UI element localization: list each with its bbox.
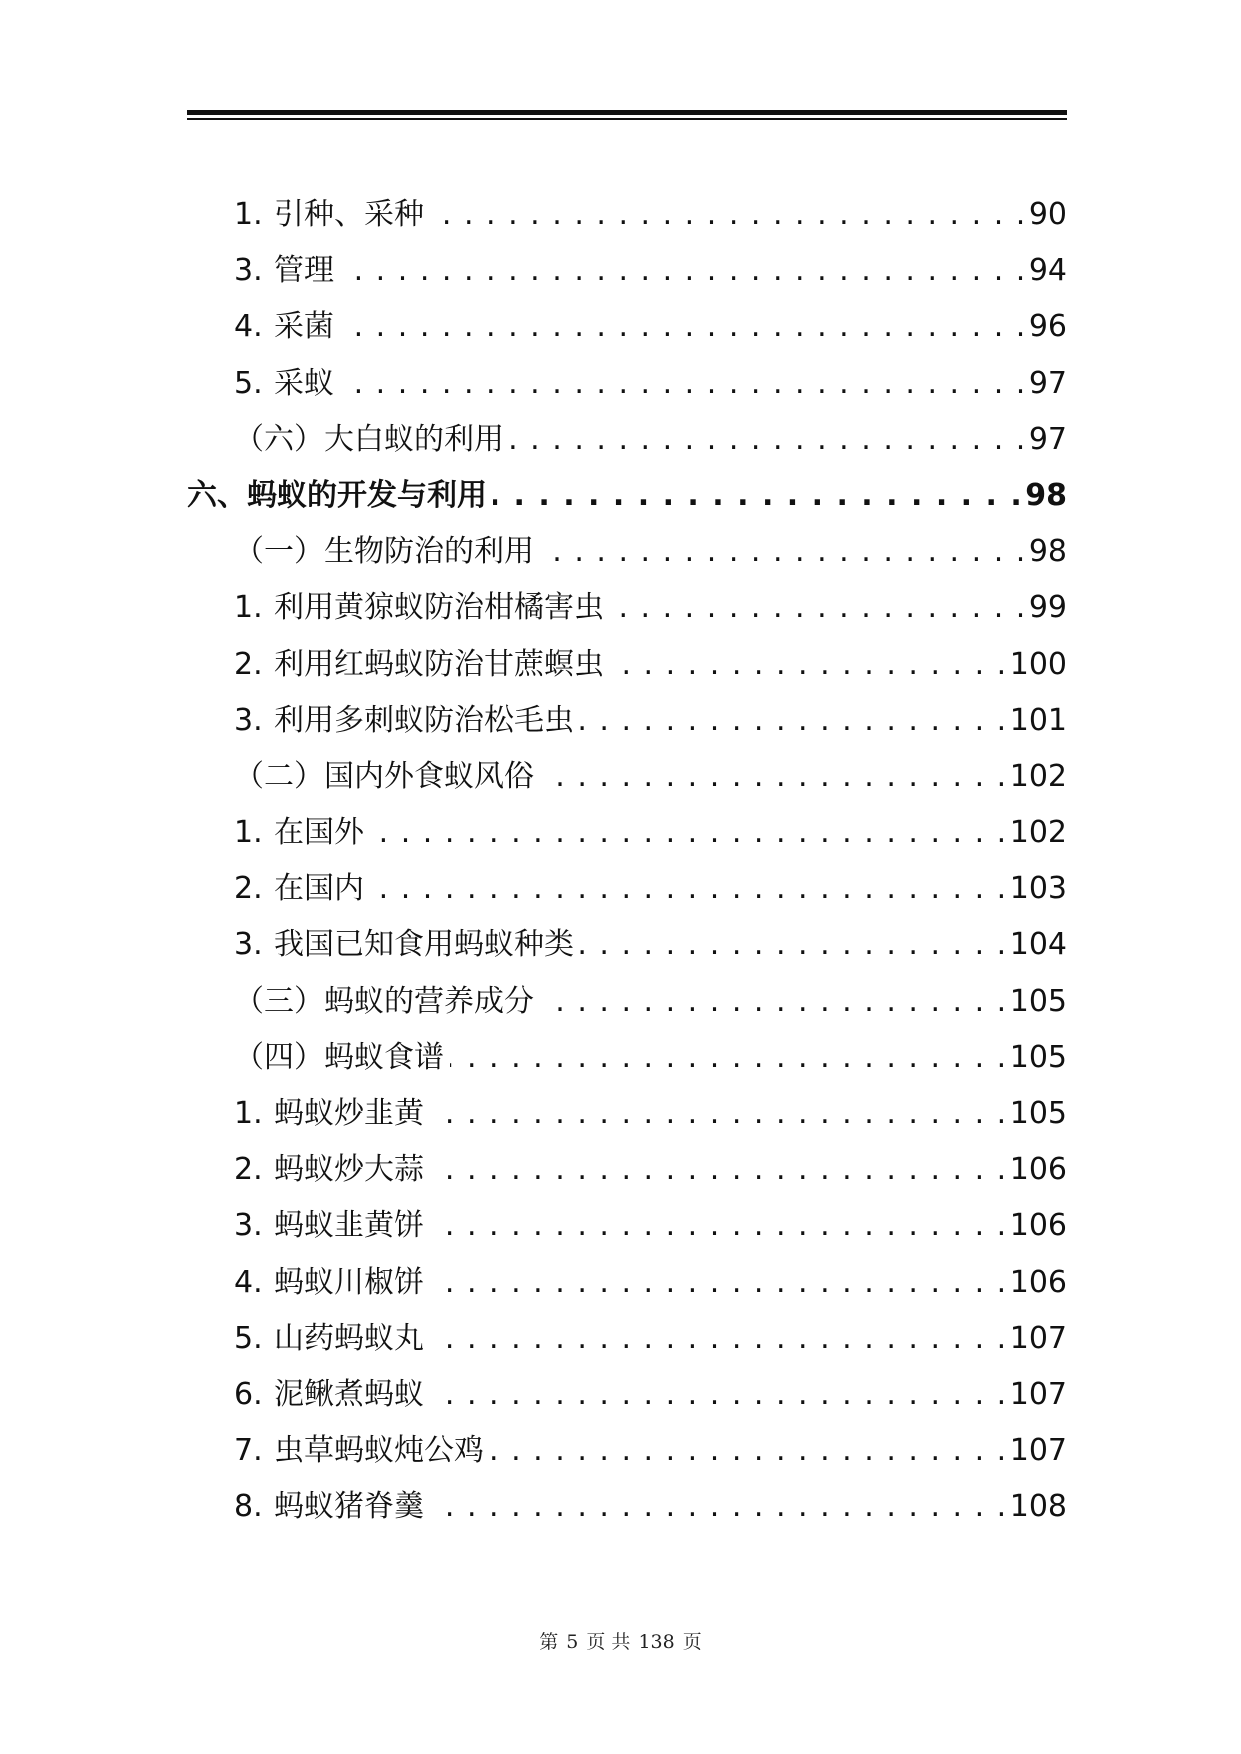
header-rule [187,110,1067,120]
toc-entry-title [187,759,540,795]
toc-entry-text: 大白蚁的利用 [324,421,504,457]
toc-entry-number: 4. [234,1264,263,1300]
toc-entry-text: 山药蚂蚁丸 [274,1320,424,1356]
toc-entry[interactable] [187,1433,1067,1489]
toc-entry-number: （六） [234,421,324,457]
toc-dot-leader [430,1321,1008,1357]
toc-entry-text: 蚂蚁炒韭黄 [274,1096,424,1131]
toc-entry-page: 98 [1025,477,1067,513]
toc-entry-page: 103 [1009,871,1067,907]
toc-entry-text: 蚂蚁韭黄饼 [274,1208,424,1244]
toc-entry-page: 101 [1009,702,1067,738]
toc-entry-title [187,422,510,458]
toc-dot-leader [540,534,1027,570]
toc-entry-text: 生物防治的利用 [324,534,534,570]
toc-entry-title [187,647,610,683]
footer-prefix: 第 [539,1631,559,1653]
toc-entry-title [187,366,340,402]
toc-entry-number: 2. [234,646,263,682]
toc-entry-text: 在国外 [274,815,364,851]
toc-entry-page: 104 [1009,927,1067,963]
toc-entry-number: 2. [234,1152,263,1188]
toc-entry-page: 107 [1009,1433,1067,1469]
toc-entry[interactable] [187,422,1067,478]
toc-entry-text: 蚂蚁炒大蒜 [274,1152,424,1188]
toc-entry-title [187,1152,430,1188]
toc-entry-text: 采蚁 [274,365,334,401]
toc-entry-number: 6. [234,1376,263,1412]
toc-entry[interactable] [187,647,1067,703]
toc-entry-number: （四） [234,1039,324,1075]
toc-entry-text: 蚂蚁食谱 [324,1039,444,1075]
toc-dot-leader [493,478,1023,514]
toc-entry[interactable] [187,1321,1067,1377]
toc-entry-page: 97 [1028,365,1067,401]
toc-entry-number: （一） [234,534,324,570]
toc-entry[interactable] [187,253,1067,309]
toc-entry-title [187,703,580,739]
toc-entry-title [187,1096,430,1132]
toc-dot-leader [540,759,1008,795]
toc-entry[interactable] [187,478,1067,534]
toc-entry-number: 3. [234,927,263,963]
toc-entry-number: 2. [234,871,263,907]
toc-entry-page: 96 [1028,309,1067,345]
toc-entry-page: 107 [1009,1376,1067,1412]
toc-entry-page: 98 [1028,534,1067,570]
toc-entry[interactable] [187,309,1067,365]
toc-entry-text: 我国已知食用蚂蚁种类 [274,927,574,963]
toc-dot-leader [430,1152,1008,1188]
toc-entry-title [187,253,340,289]
toc-entry-number: 1. [234,1096,263,1131]
toc-entry-title [187,1321,430,1357]
toc-entry-title [187,1265,430,1301]
toc-entry-title [187,927,580,963]
toc-entry-text: 管理 [274,253,334,289]
toc-dot-leader [430,1265,1008,1301]
toc-entry[interactable] [187,1040,1067,1096]
toc-entry-number: 1. [234,815,263,851]
toc-entry-number: 3. [234,1208,263,1244]
toc-dot-leader [340,253,1027,289]
toc-dot-leader [430,1377,1008,1413]
toc-entry-number: （三） [234,983,324,1019]
toc-entry-page: 99 [1028,590,1067,626]
toc-entry-page: 105 [1009,983,1067,1019]
toc-entry-title [187,534,540,570]
footer-middle: 页 共 [586,1631,631,1653]
toc-entry-title [187,197,430,233]
toc-dot-leader [340,366,1027,402]
toc-entry-text: 蚂蚁猪脊羹 [274,1489,424,1525]
toc-entry[interactable] [187,815,1067,871]
toc-entry-text: 利用黄猄蚁防治柑橘害虫 [274,590,604,626]
toc-entry[interactable] [187,927,1067,983]
table-of-contents [187,197,1067,1546]
toc-entry[interactable] [187,1208,1067,1264]
toc-dot-leader [540,984,1008,1020]
toc-dot-leader [450,1040,1008,1076]
toc-dot-leader [580,927,1008,963]
toc-entry[interactable] [187,1152,1067,1208]
toc-entry-title [187,478,493,514]
toc-entry-text: 引种、采种 [274,197,424,232]
toc-dot-leader [490,1433,1008,1469]
toc-entry-page: 102 [1009,815,1067,851]
toc-entry-text: 采菌 [274,309,334,345]
header-rule-thin [187,118,1067,120]
toc-entry-text: 蚂蚁的营养成分 [324,983,534,1019]
toc-entry-page: 106 [1009,1152,1067,1188]
toc-entry[interactable] [187,1096,1067,1152]
toc-dot-leader [370,815,1008,851]
toc-dot-leader [370,871,1008,907]
toc-entry-number: 8. [234,1489,263,1525]
toc-dot-leader [340,309,1027,345]
toc-dot-leader [610,590,1027,626]
page-footer [0,1627,1241,1654]
toc-dot-leader [610,647,1008,683]
toc-entry-number: 3. [234,253,263,289]
toc-entry-number: 7. [234,1433,263,1469]
toc-entry-title [187,1208,430,1244]
toc-entry-page: 107 [1009,1320,1067,1356]
toc-entry[interactable] [187,534,1067,590]
toc-entry-page: 102 [1009,758,1067,794]
toc-entry-number: 3. [234,702,263,738]
toc-entry-text: 蚂蚁川椒饼 [274,1264,424,1300]
toc-entry[interactable] [187,197,1067,253]
toc-entry-number: 1. [234,590,263,626]
toc-entry-title [187,984,540,1020]
toc-entry-title [187,590,610,626]
toc-entry-page: 105 [1009,1096,1067,1131]
toc-entry-page: 100 [1009,646,1067,682]
toc-dot-leader [580,703,1008,739]
toc-entry-text: 利用红蚂蚁防治甘蔗螟虫 [274,646,604,682]
toc-entry-number: 1. [234,197,263,232]
toc-entry-title [187,1040,450,1076]
toc-entry[interactable] [187,1489,1067,1545]
toc-entry[interactable] [187,759,1067,815]
toc-entry-page: 106 [1009,1264,1067,1300]
toc-entry-page: 94 [1028,253,1067,289]
toc-dot-leader [430,1489,1008,1525]
toc-entry-title [187,309,340,345]
toc-entry-number: 5. [234,365,263,401]
toc-entry-title [187,1377,430,1413]
toc-entry-page: 105 [1009,1039,1067,1075]
toc-entry[interactable] [187,984,1067,1040]
footer-current-page: 5 [566,1631,579,1653]
toc-entry-text: 泥鳅煮蚂蚁 [274,1376,424,1412]
toc-entry-text: 虫草蚂蚁炖公鸡 [274,1433,484,1469]
toc-entry-title [187,815,370,851]
toc-entry[interactable] [187,1377,1067,1433]
toc-entry-number: 5. [234,1320,263,1356]
toc-entry-title [187,1433,490,1469]
toc-entry-text: 蚂蚁的开发与利用 [247,477,487,513]
toc-dot-leader [430,197,1027,233]
footer-total-pages: 138 [638,1631,675,1653]
toc-entry-number: 4. [234,309,263,345]
footer-suffix: 页 [682,1631,702,1653]
toc-dot-leader [510,422,1027,458]
toc-dot-leader [430,1208,1008,1244]
toc-entry[interactable] [187,703,1067,759]
toc-entry[interactable] [187,590,1067,646]
header-rule-thick [187,110,1067,115]
toc-entry[interactable] [187,366,1067,422]
toc-entry-page: 97 [1028,421,1067,457]
toc-entry-text: 国内外食蚁风俗 [324,758,534,794]
toc-entry[interactable] [187,1265,1067,1321]
toc-entry-text: 在国内 [274,871,364,907]
toc-entry-page: 106 [1009,1208,1067,1244]
toc-dot-leader [430,1096,1008,1132]
toc-entry-title [187,1489,430,1525]
toc-entry-number: （二） [234,758,324,794]
toc-entry-text: 利用多刺蚁防治松毛虫 [274,702,574,738]
toc-entry[interactable] [187,871,1067,927]
toc-entry-number: 六、 [187,477,247,513]
toc-entry-title [187,871,370,907]
toc-entry-page: 90 [1028,197,1067,232]
toc-entry-page: 108 [1009,1489,1067,1525]
